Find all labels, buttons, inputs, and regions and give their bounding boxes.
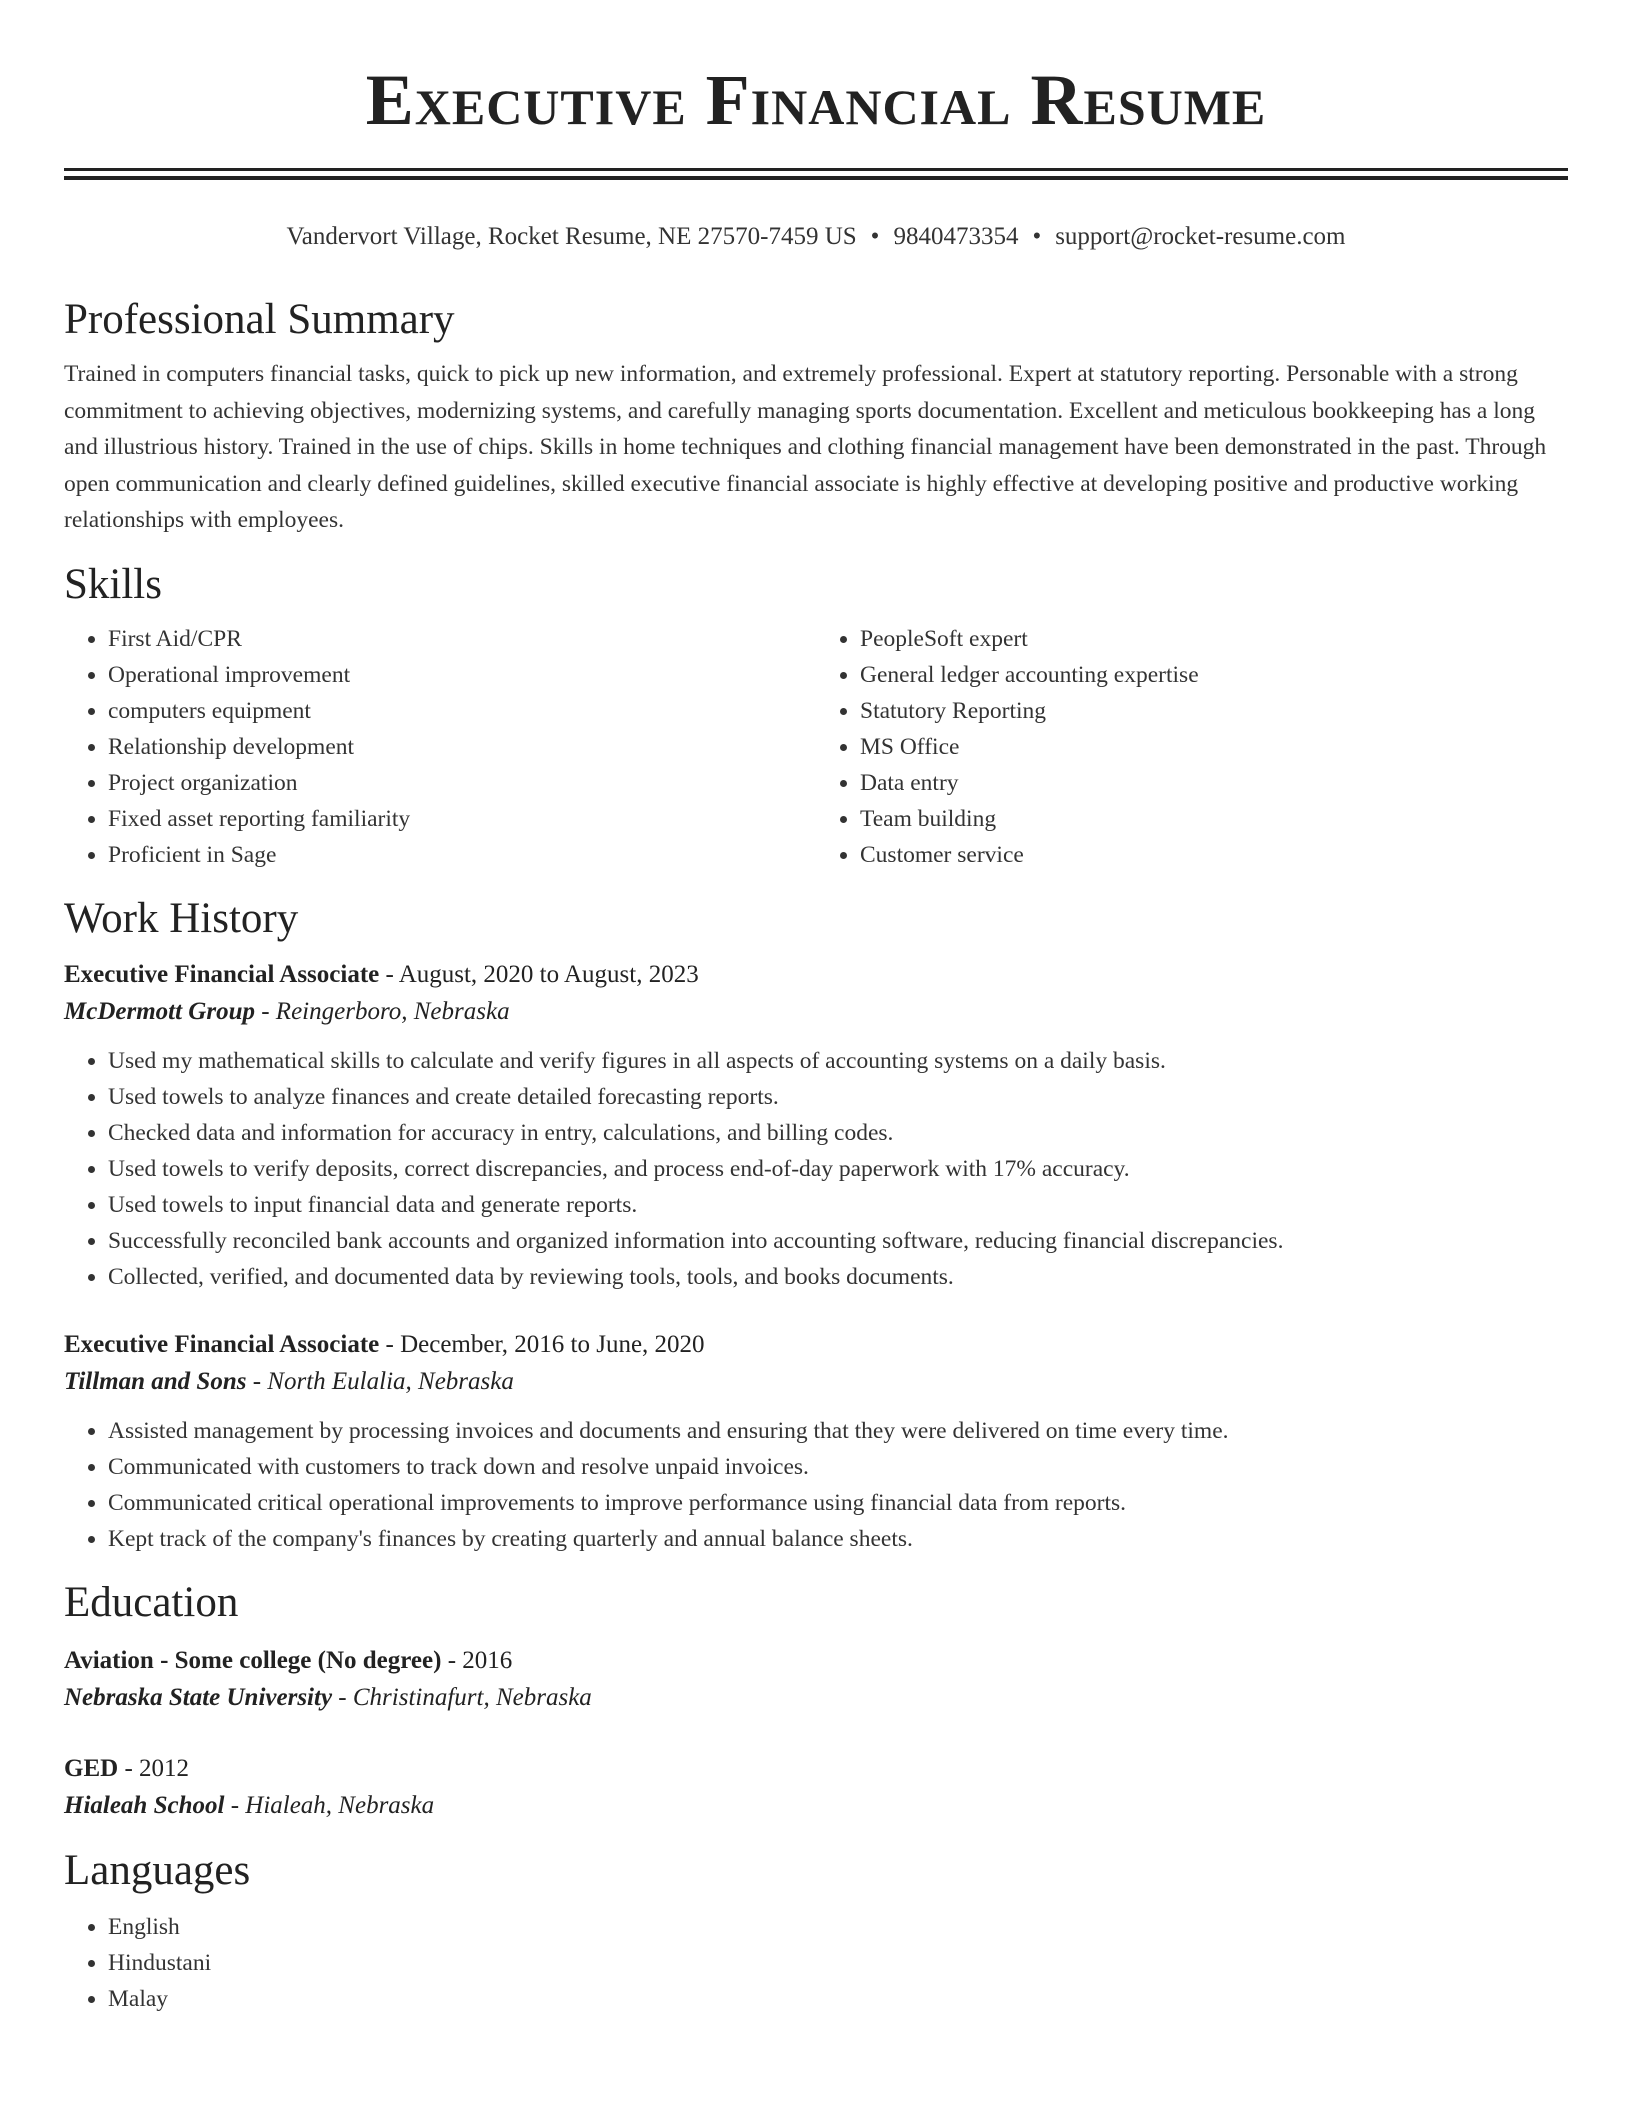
title-divider-bottom [64, 176, 1568, 180]
job-bullet: • Checked data and information for accuracy in entry, calculations, and billing codes. [108, 1115, 1568, 1151]
job-company-line [64, 1363, 1568, 1401]
skill-item: • Fixed asset reporting familiarity [108, 801, 816, 837]
skills-heading: Skills [64, 560, 162, 608]
job-bullet: • Used towels to analyze finances and create detailed forecasting reports. [108, 1079, 1568, 1115]
job-title: Executive Financial Associate [64, 960, 380, 988]
summary-heading: Professional Summary [64, 296, 455, 343]
skills-columns [64, 621, 1568, 873]
work-history-section [64, 957, 1568, 1557]
education-location: - Christinafurt, Nebraska [332, 1683, 592, 1711]
languages-list [64, 1909, 1568, 2017]
job-entry [64, 957, 1568, 1295]
education-entry [64, 1643, 1568, 1717]
job-title-line [64, 1327, 1568, 1363]
skill-item: • Proficient in Sage [108, 837, 816, 873]
skill-item: • Relationship development [108, 729, 816, 765]
skill-item: • Project organization [108, 765, 816, 801]
skill-item: • Team building [860, 801, 1568, 837]
contact-line [64, 220, 1568, 254]
summary-text: Trained in computers financial tasks, quick to pick up new information, and extremely professional. Expert at statutory reporting. Personable with a strong commitment to achieving objectives, modernizing systems, and carefully managing sports documentation. Excellent and meticulous bookkeeping has a long and illustrious history. Trained in the use of chips. Skills in home techniques and clothing financial management have been demonstrated in the past. Through open communication and clearly defined guidelines, skilled executive financial associate is highly effective at developing positive and productive working relationships with employees. [64, 361, 1547, 533]
education-entry [64, 1751, 1568, 1825]
contact-address: Vandervort Village, Rocket Resume, NE 27570-7459 US [286, 223, 857, 250]
work-history-heading: Work History [64, 894, 299, 942]
job-entry [64, 1327, 1568, 1557]
skill-item: • Statutory Reporting [860, 693, 1568, 729]
education-school-line [64, 1787, 1568, 1825]
title-divider-top [64, 168, 1568, 171]
job-bullet: • Communicated critical operational improvements to improve performance using financial data from reports. [108, 1485, 1568, 1521]
job-location: - Reingerboro, Nebraska [254, 997, 510, 1025]
languages-heading: Languages [64, 1846, 251, 1894]
education-year: - 2016 [441, 1646, 513, 1674]
job-company: McDermott Group [64, 997, 255, 1025]
education-location: - Hialeah, Nebraska [224, 1791, 435, 1819]
skill-item: • Operational improvement [108, 657, 816, 693]
education-degree: GED [64, 1754, 119, 1782]
skill-item: • Customer service [860, 837, 1568, 873]
education-school: Hialeah School [64, 1791, 225, 1819]
skill-item: • Data entry [860, 765, 1568, 801]
job-location: - North Eulalia, Nebraska [246, 1367, 514, 1395]
job-bullet: • Kept track of the company's finances by creating quarterly and annual balance sheets. [108, 1521, 1568, 1557]
education-school-line [64, 1679, 1568, 1717]
job-bullets [64, 1043, 1568, 1295]
contact-phone: 9840473354 [893, 223, 1019, 250]
skill-item: • General ledger accounting expertise [860, 657, 1568, 693]
education-degree: Aviation - Some college (No degree) [64, 1646, 442, 1674]
skills-list-right [816, 621, 1568, 873]
skills-list-left [64, 621, 816, 873]
job-bullet: • Assisted management by processing invoices and documents and ensuring that they were delivered on time every time. [108, 1413, 1568, 1449]
job-bullet: • Successfully reconciled bank accounts and organized information into accounting software, reducing financial discrepancies. [108, 1223, 1568, 1259]
job-bullet: • Used my mathematical skills to calculate and verify figures in all aspects of accounting systems on a daily basis. [108, 1043, 1568, 1079]
contact-email: support@rocket-resume.com [1055, 223, 1346, 250]
resume-title: Executive Financial Resume [365, 60, 1267, 140]
job-bullet: • Communicated with customers to track down and resolve unpaid invoices. [108, 1449, 1568, 1485]
job-bullet: • Collected, verified, and documented data by reviewing tools, tools, and books documents. [108, 1259, 1568, 1295]
job-bullet: • Used towels to verify deposits, correct discrepancies, and process end-of-day paperwork with 17% accuracy. [108, 1151, 1568, 1187]
language-item: • English [108, 1909, 1568, 1945]
job-title: Executive Financial Associate [64, 1330, 380, 1358]
job-bullets [64, 1413, 1568, 1557]
job-company-line [64, 993, 1568, 1031]
job-dates: - August, 2020 to August, 2023 [379, 960, 699, 988]
language-item: • Malay [108, 1981, 1568, 2017]
education-heading: Education [64, 1578, 239, 1626]
job-title-line [64, 957, 1568, 993]
education-degree-line [64, 1751, 1568, 1787]
job-company: Tillman and Sons [64, 1367, 247, 1395]
job-bullet: • Used towels to input financial data and generate reports. [108, 1187, 1568, 1223]
skill-item: • computers equipment [108, 693, 816, 729]
job-dates: - December, 2016 to June, 2020 [379, 1330, 705, 1358]
education-degree-line [64, 1643, 1568, 1679]
skill-item: • First Aid/CPR [108, 621, 816, 657]
language-item: • Hindustani [108, 1945, 1568, 1981]
skill-item: • MS Office [860, 729, 1568, 765]
education-school: Nebraska State University [64, 1683, 333, 1711]
contact-separator: • [870, 223, 880, 250]
education-year: - 2012 [118, 1754, 190, 1782]
contact-separator: • [1032, 223, 1042, 250]
skill-item: • PeopleSoft expert [860, 621, 1568, 657]
